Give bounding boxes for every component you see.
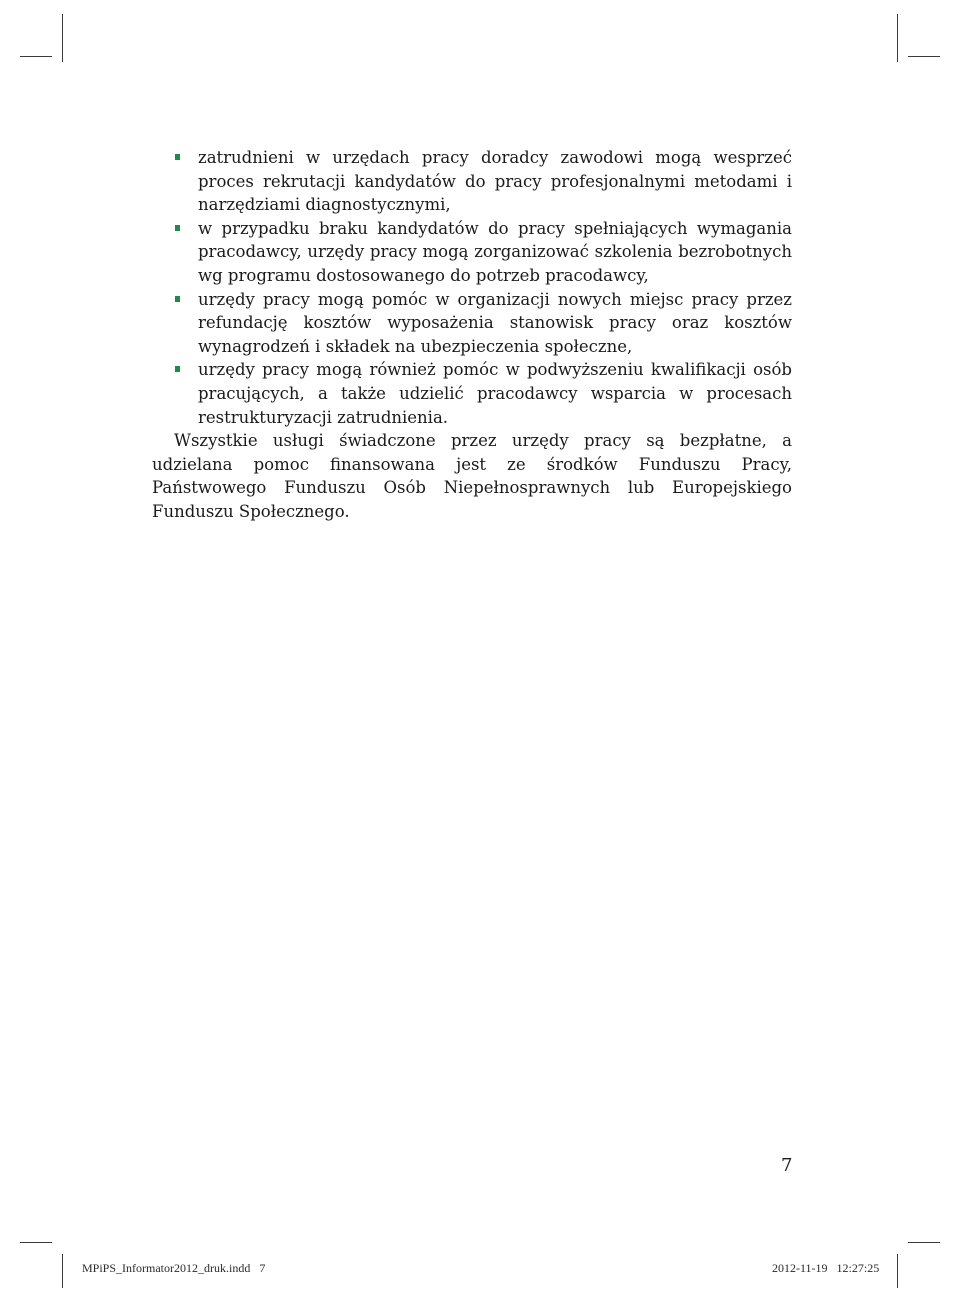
crop-mark	[62, 14, 63, 62]
crop-mark	[897, 14, 898, 62]
square-bullet-icon	[175, 296, 180, 302]
crop-mark	[20, 56, 52, 57]
square-bullet-icon	[175, 154, 180, 160]
square-bullet-icon	[175, 366, 180, 372]
crop-mark	[62, 1254, 63, 1288]
list-item	[152, 358, 792, 429]
square-bullet-icon	[175, 225, 180, 231]
list-item-text: urzędy pracy mogą pomóc w organizacji nowych miejsc pracy przez refundację kosztów wyposażenia stanowisk pracy oraz kosztów wynagrodzeń i składek na ubezpieczenia społeczne,	[198, 289, 792, 356]
list-item	[152, 288, 792, 359]
crop-mark	[897, 1254, 898, 1288]
list-item-text: w przypadku braku kandydatów do pracy spełniających wymagania pracodawcy, urzędy pracy mogą zorganizować szkolenia bezrobotnych wg programu dostosowanego do potrzeb pracodawcy,	[198, 218, 792, 285]
print-slug-timestamp: 2012-11-19 12:27:25	[772, 1261, 880, 1275]
list-item	[152, 217, 792, 288]
bullet-list	[152, 146, 792, 429]
summary-paragraph: Wszystkie usługi świadczone przez urzędy pracy są bezpłatne, a udzielana pomoc finansowana jest ze środków Funduszu Pracy, Państwowego Funduszu Osób Niepełnosprawnych lub Europejskiego Funduszu Społecznego.	[152, 431, 792, 521]
page-number: 7	[781, 1155, 793, 1176]
crop-mark	[908, 1242, 940, 1243]
print-slug-file: MPiPS_Informator2012_druk.indd 7	[82, 1261, 266, 1275]
list-item-text: urzędy pracy mogą również pomóc w podwyższeniu kwalifikacji osób pracujących, a także udzielić pracodawcy wsparcia w procesach restrukturyzacji zatrudnienia.	[198, 360, 792, 427]
list-item	[152, 146, 792, 217]
list-item-text: zatrudnieni w urzędach pracy doradcy zawodowi mogą wesprzeć proces rekrutacji kandydatów do pracy profesjonalnymi metodami i narzędziami diagnostycznymi,	[198, 148, 792, 215]
crop-mark	[20, 1242, 52, 1243]
body-text	[152, 146, 792, 524]
crop-mark	[908, 56, 940, 57]
